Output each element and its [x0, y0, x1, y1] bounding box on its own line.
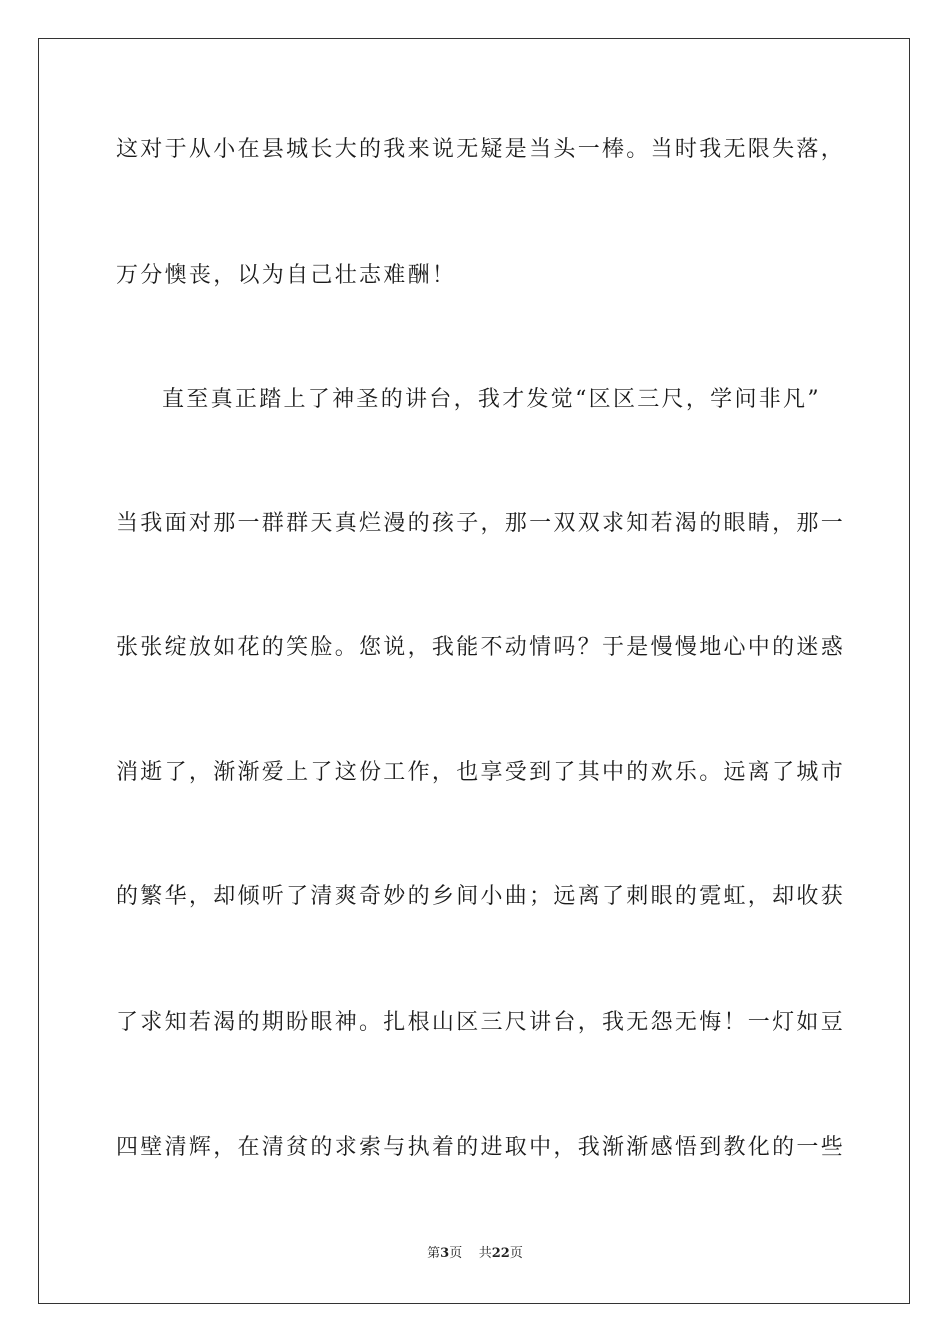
- paragraph-line-5: 张张绽放如花的笑脸。您说，我能不动情吗？于是慢慢地心中的迷惑: [116, 635, 846, 660]
- footer-total-suffix: 页: [509, 1246, 523, 1261]
- paragraph-line-1: 这对于从小在县城长大的我来说无疑是当头一棒。当时我无限失落，: [116, 137, 846, 162]
- paragraph-line-9: 四壁清辉，在清贫的求索与执着的进取中，我渐渐感悟到教化的一些: [116, 1135, 846, 1160]
- footer-page-prefix: 第: [427, 1246, 441, 1261]
- footer-page-suffix: 页: [449, 1246, 463, 1261]
- page-footer: [0, 1246, 950, 1262]
- paragraph-line-3: 直至真正踏上了神圣的讲台，我才发觉“区区三尺，学问非凡”: [162, 387, 821, 412]
- paragraph-line-8: 了求知若渴的期盼眼神。扎根山区三尺讲台，我无怨无悔！一灯如豆: [116, 1010, 846, 1035]
- paragraph-line-2: 万分懊丧，以为自己壮志难酬！: [116, 263, 457, 288]
- footer-total-prefix: 共: [478, 1246, 492, 1261]
- footer-total-pages: 22: [491, 1246, 510, 1261]
- footer-page-number: 3: [440, 1246, 450, 1261]
- paragraph-line-4: 当我面对那一群群天真烂漫的孩子，那一双双求知若渴的眼睛，那一: [116, 511, 846, 536]
- paragraph-line-6: 消逝了，渐渐爱上了这份工作，也享受到了其中的欢乐。远离了城市: [116, 760, 846, 785]
- paragraph-line-7: 的繁华，却倾听了清爽奇妙的乡间小曲；远离了刺眼的霓虹，却收获: [116, 884, 846, 909]
- page-border: [38, 38, 910, 1304]
